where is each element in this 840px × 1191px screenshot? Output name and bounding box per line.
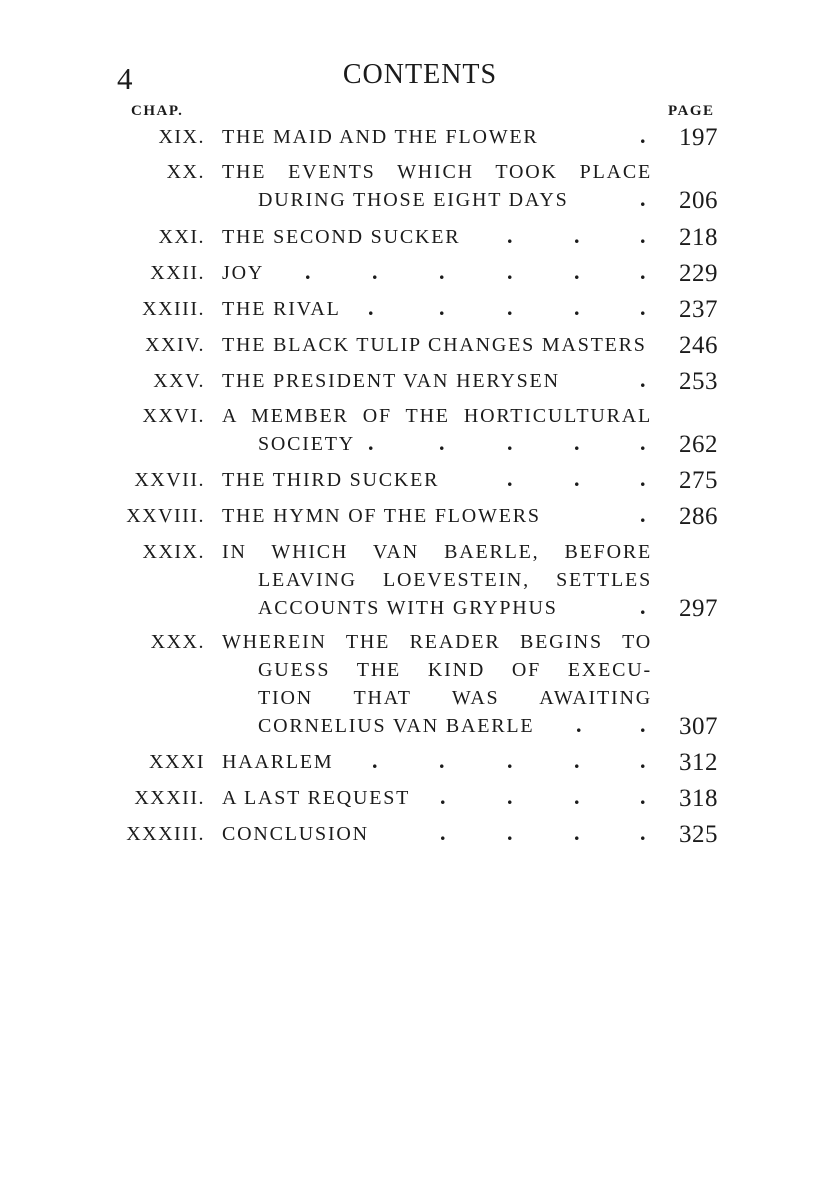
chapter-number: XXXII. bbox=[134, 787, 205, 809]
chapter-title-line: THE HYMN OF THE FLOWERS bbox=[222, 505, 541, 527]
page-reference: 307 bbox=[679, 713, 718, 740]
page-number: 4 bbox=[117, 61, 133, 96]
chapter-title-line: ACCOUNTS WITH GRYPHUS bbox=[258, 597, 558, 619]
page-reference: 237 bbox=[679, 296, 718, 323]
chapter-title-line: HAARLEM bbox=[222, 751, 334, 773]
chapter-number: XXXIII. bbox=[126, 823, 205, 845]
page-reference: 325 bbox=[679, 821, 718, 848]
page-reference: 229 bbox=[679, 260, 718, 287]
chapter-number: XXII. bbox=[150, 262, 205, 284]
chapter-title-line: LEAVING LOEVESTEIN, SETTLES bbox=[258, 569, 652, 591]
chapter-number: XXVII. bbox=[134, 469, 205, 491]
chapter-title-line: DURING THOSE EIGHT DAYS bbox=[258, 189, 569, 211]
page-reference: 312 bbox=[679, 749, 718, 776]
page-reference: 246 bbox=[679, 332, 718, 359]
page-reference: 297 bbox=[679, 595, 718, 622]
chapter-number: XXVIII. bbox=[126, 505, 205, 527]
chapter-title-line: THE RIVAL bbox=[222, 298, 341, 320]
chapter-title-line: SOCIETY bbox=[258, 433, 356, 455]
page-reference: 318 bbox=[679, 785, 718, 812]
page-reference: 286 bbox=[679, 503, 718, 530]
chapter-title-line: GUESS THE KIND OF EXECU- bbox=[258, 659, 652, 681]
chapter-number: XXI. bbox=[158, 226, 205, 248]
chapter-number: XX. bbox=[166, 161, 205, 183]
chapter-title-line: THE THIRD SUCKER bbox=[222, 469, 440, 491]
chapter-title-line: A MEMBER OF THE HORTICULTURAL bbox=[222, 405, 652, 427]
page-reference: 275 bbox=[679, 467, 718, 494]
chapter-title-line: THE PRESIDENT VAN HERYSEN bbox=[222, 370, 560, 392]
chapter-title-line: THE MAID AND THE FLOWER bbox=[222, 126, 539, 148]
chapter-number: XXIX. bbox=[142, 541, 205, 563]
chapter-title-line: THE SECOND SUCKER bbox=[222, 226, 461, 248]
chapter-title-line: JOY bbox=[222, 262, 265, 284]
chapter-title-line: THE EVENTS WHICH TOOK PLACE bbox=[222, 161, 652, 183]
running-head: CONTENTS bbox=[342, 59, 498, 90]
chapter-title-line: A LAST REQUEST bbox=[222, 787, 411, 809]
chapter-title-line: CONCLUSION bbox=[222, 823, 369, 845]
chapter-column-heading: CHAP. bbox=[131, 103, 184, 119]
page-reference: 206 bbox=[679, 187, 718, 214]
chapter-number: XXXI bbox=[149, 751, 205, 773]
chapter-number: XXX. bbox=[150, 631, 205, 653]
page-reference: 197 bbox=[679, 124, 718, 151]
chapter-number: XXIV. bbox=[145, 334, 205, 356]
chapter-number: XXIII. bbox=[142, 298, 205, 320]
chapter-title-line: IN WHICH VAN BAERLE, BEFORE bbox=[222, 541, 652, 563]
chapter-title-line: TION THAT WAS AWAITING bbox=[258, 687, 652, 709]
page-reference: 253 bbox=[679, 368, 718, 395]
chapter-title-line: THE BLACK TULIP CHANGES MASTERS bbox=[222, 334, 647, 356]
chapter-number: XXV. bbox=[153, 370, 205, 392]
chapter-number: XIX. bbox=[158, 126, 205, 148]
chapter-number: XXVI. bbox=[142, 405, 205, 427]
table-of-contents: XIX. THE MAID AND THE FLOWER . 197 XX. THE EVENTS WHICH TOOK PLACE DURING THOSE EIGHT DAYS . 206 XXI. THE SECOND SUCKER . . . 218 XXII. JOY . . . . . . 229 XXIII. THE RIVAL . . . . . 237 XXIV. THE BLACK TULIP CHANGES MASTERS 246 XXV. THE PRESIDENT VAN HERYSEN . 253 XXVI. A MEMBER OF THE HORTICULTURAL SOCIETY . . . . . 262 XXVII. THE THIRD SUCKER . . . 275 XXVIII. THE HYMN OF THE FLOWERS . 286 XXIX. IN WHICH VAN BAERLE, BEFORE LEAVING LOEVESTEIN, SETTLES ACCOUNTS WITH GRYPHUS . 297 XXX. WHEREIN THE READER BEGINS TO GUESS THE KIND OF EXECU- TION THAT WAS AWAITING CORNELIUS VAN BAERLE . . 307 XXXI HAARLEM . . . . . 312 XXXII. A LAST REQUEST . . . . 318 XXXIII. CONCLUSION . . . . 325 bbox=[126, 123, 718, 848]
chapter-title-line: WHEREIN THE READER BEGINS TO bbox=[222, 631, 652, 653]
page-reference: 262 bbox=[679, 431, 718, 458]
chapter-title-line: CORNELIUS VAN BAERLE bbox=[258, 715, 535, 737]
page-reference: 218 bbox=[679, 224, 718, 251]
page-column-heading: PAGE bbox=[668, 103, 715, 119]
